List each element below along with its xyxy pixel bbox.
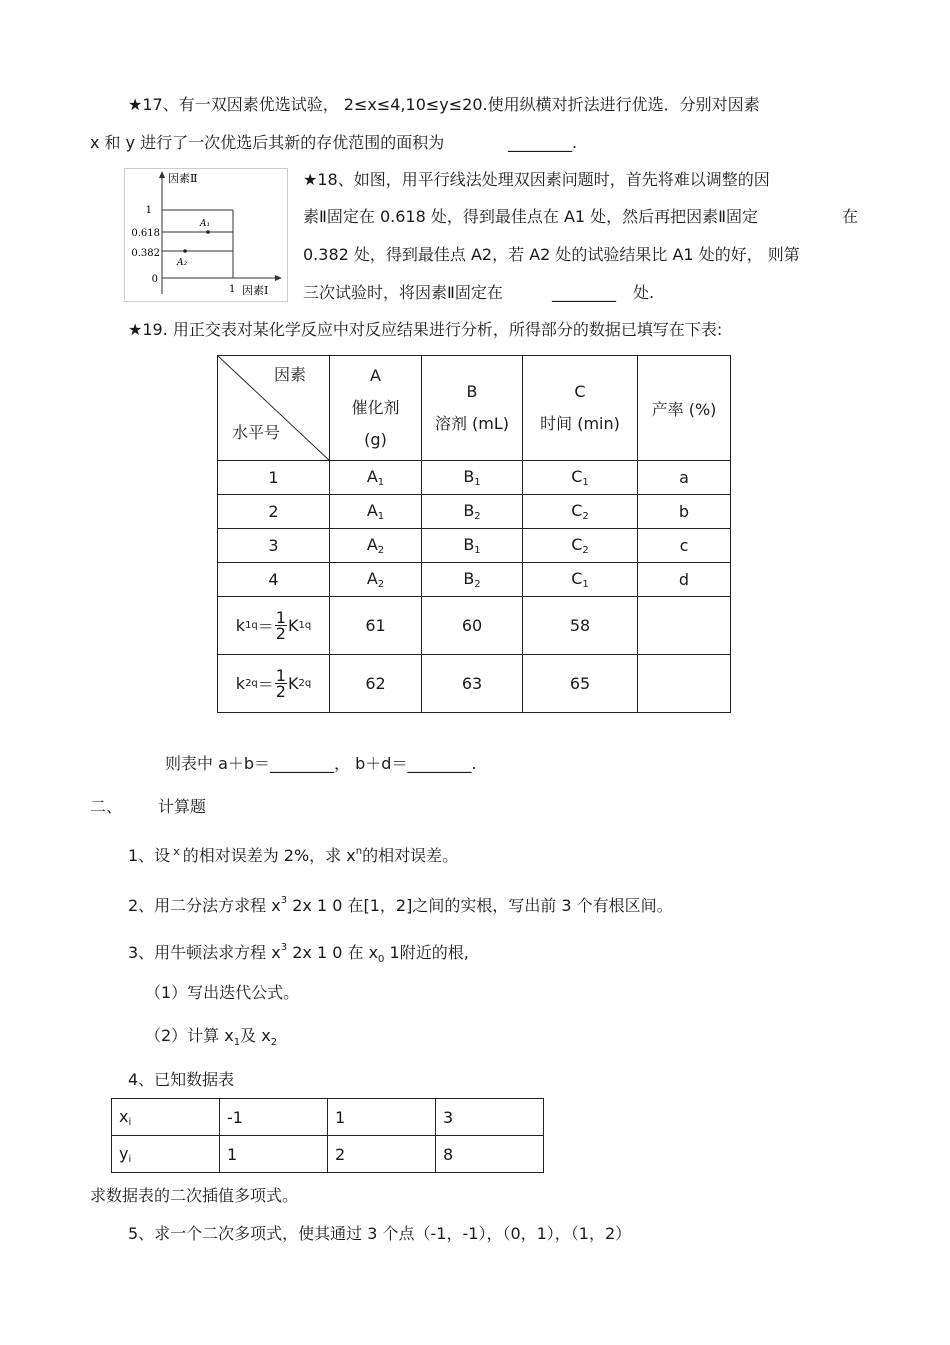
header-col-a	[330, 356, 422, 461]
y-axis-arrow	[159, 171, 165, 178]
q18-line3: 0.382 处，得到最佳点 A2，若 A2 处的试验结果比 A1 处的好， 则第	[303, 245, 800, 264]
col-a-name: 催化剂	[351, 398, 400, 417]
header-col-yield: 产率 (%)	[638, 356, 731, 461]
point-a1	[206, 230, 210, 234]
diag-top-label: 因素	[274, 365, 307, 384]
calc-3-2: （2）计算 $x_1$及 $x_2$	[145, 1026, 278, 1048]
col-b-name: 溶剂 (mL)	[434, 414, 510, 433]
table-row	[218, 529, 731, 563]
q18-line2-tail: 在	[842, 207, 859, 226]
k1-empty	[638, 597, 731, 655]
row3-a: $A_2$	[330, 529, 422, 563]
table-row-y	[112, 1136, 544, 1173]
k2-row	[218, 655, 731, 713]
header-col-b	[422, 356, 523, 461]
point-a2	[183, 249, 187, 253]
k1-c: 58	[523, 597, 638, 655]
row2-n: 2	[218, 495, 330, 529]
tick-0382: 0.382	[131, 248, 160, 259]
k2-a: 62	[330, 655, 422, 713]
calc-5: 5、求一个二次多项式，使其通过 3 个点（-1，-1），（0，1），（1，2）	[128, 1224, 632, 1243]
calc-1: 1、设 $^x$ 的相对误差为 2%，求 $x^n$的相对误差。	[128, 845, 459, 865]
table-row	[218, 461, 731, 495]
x-val-1: -1	[220, 1099, 328, 1136]
x-val-2: 1	[328, 1099, 436, 1136]
col-c-name: 时间 (min)	[540, 414, 620, 433]
diagonal-header	[218, 356, 330, 461]
data-table	[111, 1098, 544, 1173]
col-c-letter: C	[574, 382, 586, 401]
k1-a: 61	[330, 597, 422, 655]
y-val-2: 2	[328, 1136, 436, 1173]
row4-c: $C_1$	[523, 563, 638, 597]
k2-b: 63	[422, 655, 523, 713]
label-a2: A₂	[177, 258, 188, 268]
k2-empty	[638, 655, 731, 713]
row2-c: $C_2$	[523, 495, 638, 529]
tick-0618: 0.618	[131, 228, 160, 239]
row2-a: $A_1$	[330, 495, 422, 529]
calc-3: 3、用牛顿法求方程 $x^3$ 2x 1 0 在 $x_0$ 1附近的根,	[128, 942, 469, 965]
xi-label: $x_i$	[112, 1099, 220, 1136]
k2-c: 65	[523, 655, 638, 713]
calc-2: 2、用二分法方求程 $x^3$ 2x 1 0 在[1，2]之间的实根，写出前 3 个有根区间。	[128, 895, 673, 915]
row3-n: 3	[218, 529, 330, 563]
calc-3-1: （1）写出迭代公式。	[145, 983, 300, 1002]
row4-y: d	[638, 563, 731, 597]
table-row	[218, 563, 731, 597]
yi-label: $y_i$	[112, 1136, 220, 1173]
row4-a: $A_2$	[330, 563, 422, 597]
row1-c: $C_1$	[523, 461, 638, 495]
k1-b: 60	[422, 597, 523, 655]
table-row-x	[112, 1099, 544, 1136]
section2-number: 二、	[90, 797, 123, 816]
orthogonal-table	[217, 355, 731, 713]
q19-answer: 则表中 a＋b＝________， b＋d＝________.	[165, 754, 477, 773]
row4-b: $B_2$	[422, 563, 523, 597]
q17-line1: ★17、有一双因素优选试验， 2≤x≤4,10≤y≤20.使用纵横对折法进行优选．分别对因素	[128, 95, 760, 114]
calc-4-after: 求数据表的二次插值多项式。	[90, 1186, 299, 1205]
calc-4-title: 4、已知数据表	[128, 1070, 235, 1089]
q18-line1: ★18、如图，用平行线法处理双因素问题时，首先将难以调整的因	[303, 170, 770, 189]
y-axis-label: 因素Ⅱ	[168, 172, 198, 185]
row2-b: $B_2$	[422, 495, 523, 529]
col-a-letter: A	[370, 366, 381, 385]
row2-y: b	[638, 495, 731, 529]
tick-x1: 1	[229, 284, 236, 295]
table-header-row	[218, 356, 731, 461]
x-axis-label: 因素Ⅰ	[242, 284, 269, 297]
tick-1: 1	[145, 205, 152, 216]
q19-intro: ★19. 用正交表对某化学反应中对反应结果进行分析，所得部分的数据已填写在下表:	[128, 320, 723, 339]
q18-blank: ________	[552, 283, 616, 302]
x-val-3: 3	[436, 1099, 544, 1136]
row1-b: $B_1$	[422, 461, 523, 495]
row1-y: a	[638, 461, 731, 495]
y-val-1: 1	[220, 1136, 328, 1173]
row4-n: 4	[218, 563, 330, 597]
label-a1: A₁	[200, 219, 211, 229]
row1-n: 1	[218, 461, 330, 495]
x-axis-arrow	[275, 275, 282, 281]
y-val-3: 8	[436, 1136, 544, 1173]
col-a-unit: (g)	[364, 430, 387, 449]
header-col-c	[523, 356, 638, 461]
q18-line4: 三次试验时，将因素Ⅱ固定在	[303, 283, 503, 302]
row1-a: $A_1$	[330, 461, 422, 495]
q18-line2: 素Ⅱ固定在 0.618 处，得到最佳点在 A1 处，然后再把因素Ⅱ固定	[303, 207, 759, 226]
col-b-letter: B	[466, 382, 478, 401]
tick-0: 0	[151, 274, 158, 285]
row3-c: $C_2$	[523, 529, 638, 563]
q17-line2: x 和 y 进行了一次优选后其新的存优范围的面积为	[90, 133, 445, 152]
k1-row	[218, 597, 731, 655]
section2-title: 计算题	[158, 797, 207, 816]
q17-blank: ________.	[508, 133, 578, 152]
k2-label: k 2q ＝ 1 2 K 2q	[218, 655, 330, 713]
diag-bottom-label: 水平号	[232, 423, 281, 442]
k1-label: k 1q ＝ 1 2 K 1q	[218, 597, 330, 655]
table-row	[218, 495, 731, 529]
row3-y: c	[638, 529, 731, 563]
row3-b: $B_1$	[422, 529, 523, 563]
parallel-line-figure	[124, 168, 288, 302]
q18-tail: 处.	[633, 283, 655, 302]
